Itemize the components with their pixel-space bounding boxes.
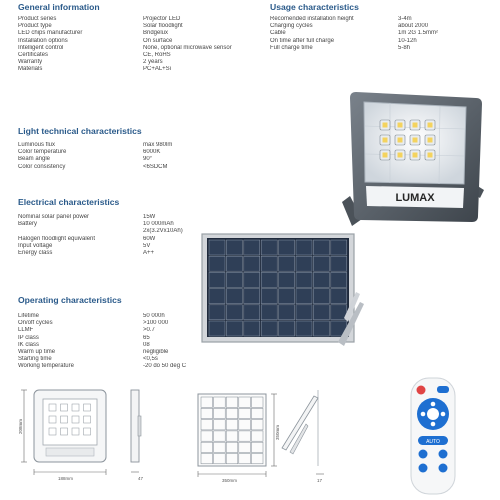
light-table bbox=[18, 142, 223, 171]
spec-value: 65 bbox=[143, 334, 150, 341]
spec-label: Input voltage bbox=[18, 242, 53, 249]
spec-value: Solar floodlight bbox=[143, 23, 183, 30]
remote-button bbox=[439, 450, 448, 459]
spec-value: 6000K bbox=[143, 149, 161, 156]
panel-cell bbox=[296, 305, 312, 320]
panel-cell bbox=[279, 289, 295, 304]
spec-label: Halogen floodlight equivalent bbox=[18, 235, 96, 242]
led-chip-core bbox=[428, 153, 433, 158]
spec-value: >0.7 bbox=[143, 327, 155, 334]
panel-cell bbox=[296, 321, 312, 336]
spec-value: On surface bbox=[143, 37, 173, 44]
table-row bbox=[18, 313, 213, 320]
panel-cell bbox=[279, 272, 295, 287]
spec-label: Cable bbox=[270, 30, 286, 37]
spec-value: None, optional microwave sensor bbox=[143, 44, 232, 51]
spec-label: Certificates bbox=[18, 51, 49, 58]
table-row bbox=[270, 23, 488, 30]
led-chip-core bbox=[428, 138, 433, 143]
table-row bbox=[18, 236, 203, 243]
dim-lamp-height: 208mm bbox=[18, 418, 23, 434]
led-chip-core bbox=[383, 153, 388, 158]
spec-value: 10 000mAh bbox=[143, 221, 174, 228]
spec-value: 2x(3.2Vx10Ah) bbox=[143, 228, 183, 235]
light-title: Light technical characteristics bbox=[18, 126, 142, 136]
spec-label: Luminous flux bbox=[18, 142, 56, 148]
spec-label: On/off cycles bbox=[18, 320, 53, 327]
panel-cell bbox=[261, 272, 277, 287]
panel-cell bbox=[209, 240, 225, 255]
panel-cell bbox=[244, 289, 260, 304]
panel-cell bbox=[296, 240, 312, 255]
dim-lamp-width: 188mm bbox=[58, 476, 74, 481]
panel-cell bbox=[226, 289, 242, 304]
led-chip-core bbox=[383, 138, 388, 143]
spec-label: IK class bbox=[18, 341, 40, 348]
table-row bbox=[270, 45, 488, 52]
table-row bbox=[18, 243, 203, 250]
spec-label: Color temperature bbox=[18, 149, 67, 156]
panel-cell bbox=[226, 321, 242, 336]
dim-panel-depth: 17 bbox=[317, 478, 323, 483]
spec-label: Working temperature bbox=[18, 363, 74, 370]
panel-cell bbox=[279, 321, 295, 336]
panel-cell bbox=[313, 256, 329, 271]
spec-value: 5V bbox=[143, 242, 151, 249]
remote-button bbox=[419, 464, 428, 473]
spec-label: Warranty bbox=[18, 59, 43, 66]
electrical-title: Electrical characteristics bbox=[18, 197, 120, 207]
led-chip-core bbox=[413, 138, 418, 143]
table-row bbox=[18, 349, 213, 356]
table-row bbox=[18, 250, 203, 257]
panel-cell bbox=[261, 240, 277, 255]
led-chip-core bbox=[413, 123, 418, 128]
panel-cell bbox=[209, 305, 225, 320]
led-chip-core bbox=[428, 123, 433, 128]
spec-value: 5-8h bbox=[398, 44, 411, 51]
spec-label: Recomended installation height bbox=[270, 16, 354, 22]
spec-label: Starting time bbox=[18, 356, 52, 363]
table-row bbox=[18, 164, 223, 171]
panel-cell bbox=[331, 240, 347, 255]
power-button-icon bbox=[417, 386, 426, 395]
spec-label: Full charge time bbox=[270, 44, 313, 51]
table-row bbox=[18, 228, 203, 235]
panel-cell bbox=[331, 289, 347, 304]
panel-cell bbox=[244, 321, 260, 336]
led-chip-core bbox=[383, 123, 388, 128]
spec-label: Energy class bbox=[18, 249, 53, 256]
spec-value: 08 bbox=[143, 341, 150, 348]
usage-table bbox=[270, 16, 488, 52]
table-row bbox=[18, 221, 203, 228]
panel-cell bbox=[244, 256, 260, 271]
dim-panel-width: 350mm bbox=[222, 478, 238, 483]
panel-cell bbox=[279, 240, 295, 255]
spec-value: 3-4m bbox=[398, 16, 412, 22]
panel-front-drawing bbox=[186, 390, 286, 490]
spec-label: Nominal solar panel power bbox=[18, 214, 90, 220]
spec-value: max 980lm bbox=[143, 142, 173, 148]
spec-value: 15W bbox=[143, 214, 156, 220]
spec-value: >100 000 bbox=[143, 320, 169, 327]
table-row bbox=[18, 363, 213, 370]
panel-cell bbox=[244, 240, 260, 255]
panel-cell bbox=[296, 272, 312, 287]
panel-cell bbox=[209, 289, 225, 304]
table-row bbox=[270, 16, 488, 23]
table-row bbox=[18, 52, 263, 59]
spec-label: IP class bbox=[18, 334, 39, 341]
panel-cell bbox=[209, 256, 225, 271]
panel-cell bbox=[261, 321, 277, 336]
led-chip-core bbox=[398, 123, 403, 128]
panel-cell bbox=[313, 240, 329, 255]
spec-label: Installation options bbox=[18, 37, 68, 44]
table-row bbox=[270, 38, 488, 45]
spec-value: <6SDCM bbox=[143, 163, 168, 170]
electrical-table bbox=[18, 214, 203, 257]
spec-value: 1m 2G 1.5mm² bbox=[398, 30, 439, 37]
panel-cell bbox=[261, 289, 277, 304]
general-table bbox=[18, 16, 263, 74]
table-row bbox=[18, 156, 223, 163]
spec-value: 10-12h bbox=[398, 37, 417, 44]
table-row bbox=[18, 342, 213, 349]
spec-label: Intelligent control bbox=[18, 44, 64, 51]
remote-control-image bbox=[405, 374, 461, 498]
lamp-side-drawing bbox=[126, 386, 148, 486]
spec-label: Battery bbox=[18, 221, 38, 228]
panel-cell bbox=[226, 240, 242, 255]
table-row bbox=[18, 320, 213, 327]
table-row bbox=[18, 30, 263, 37]
table-row bbox=[18, 59, 263, 66]
spec-label: Charging cycles bbox=[270, 23, 313, 30]
panel-cell bbox=[331, 256, 347, 271]
panel-cell bbox=[261, 256, 277, 271]
brand-logo: LUMAX bbox=[395, 192, 435, 204]
panel-cell bbox=[244, 305, 260, 320]
spec-value: Projector LED bbox=[143, 16, 181, 22]
panel-cell bbox=[296, 289, 312, 304]
auto-button-label: AUTO bbox=[426, 439, 440, 445]
spec-label: Beam angle bbox=[18, 156, 51, 163]
spec-value: PC+AL+Si bbox=[143, 66, 172, 73]
spec-value: negligible bbox=[143, 348, 169, 355]
remote-button bbox=[419, 450, 428, 459]
table-row bbox=[270, 30, 488, 37]
table-row bbox=[18, 214, 203, 221]
panel-cell bbox=[313, 321, 329, 336]
spec-label: Product series bbox=[18, 16, 57, 22]
dim-panel-height: 350mm bbox=[275, 424, 280, 440]
spec-label: Product type bbox=[18, 23, 52, 30]
spec-label: Lifetime bbox=[18, 313, 40, 319]
panel-cell bbox=[313, 272, 329, 287]
led-chip-core bbox=[413, 153, 418, 158]
panel-cell bbox=[261, 305, 277, 320]
panel-cell bbox=[226, 256, 242, 271]
table-row bbox=[18, 327, 213, 334]
panel-cell bbox=[296, 256, 312, 271]
led-chip-core bbox=[398, 138, 403, 143]
spec-value: A++ bbox=[143, 249, 155, 256]
remote-button bbox=[439, 464, 448, 473]
table-row bbox=[18, 38, 263, 45]
spec-value: 60W bbox=[143, 235, 156, 242]
spec-label bbox=[18, 228, 143, 235]
spec-value: 90° bbox=[143, 156, 153, 163]
panel-cell bbox=[209, 272, 225, 287]
spec-label: Warm up time bbox=[18, 348, 56, 355]
table-row bbox=[18, 356, 213, 363]
led-chip-grid bbox=[374, 116, 444, 166]
spec-label: On time after full charge bbox=[270, 37, 335, 44]
spec-value: -20 do 50 deg C bbox=[143, 363, 187, 370]
table-row bbox=[18, 149, 223, 156]
spec-value: about 2000 bbox=[398, 23, 429, 30]
spec-value: <0,5s bbox=[143, 356, 158, 363]
table-row bbox=[18, 335, 213, 342]
panel-cell bbox=[279, 305, 295, 320]
table-row bbox=[18, 16, 263, 23]
spec-value: Bridgelux bbox=[143, 30, 169, 37]
solar-panel-image bbox=[198, 232, 368, 354]
panel-cell bbox=[226, 305, 242, 320]
panel-cell bbox=[244, 272, 260, 287]
spec-value: 2 years bbox=[143, 59, 163, 66]
panel-cell bbox=[279, 256, 295, 271]
table-row bbox=[18, 142, 223, 149]
spec-value: 50 000h bbox=[143, 313, 165, 319]
spec-value: CE, RoHS bbox=[143, 51, 171, 58]
dim-lamp-depth: 47 bbox=[138, 476, 144, 481]
table-row bbox=[18, 45, 263, 52]
led-chip-core bbox=[398, 153, 403, 158]
table-row bbox=[18, 23, 263, 30]
panel-cell bbox=[313, 289, 329, 304]
panel-cell bbox=[226, 272, 242, 287]
spec-label: Materials bbox=[18, 66, 43, 73]
panel-cell bbox=[331, 272, 347, 287]
usage-title: Usage characteristics bbox=[270, 2, 359, 12]
panel-side-drawing bbox=[280, 386, 332, 490]
general-title: General information bbox=[18, 2, 100, 12]
lamp-front-drawing bbox=[16, 384, 126, 498]
remote-button bbox=[437, 386, 449, 393]
spec-label: Color consistency bbox=[18, 163, 66, 170]
operating-table bbox=[18, 313, 213, 371]
operating-title: Operating characteristics bbox=[18, 295, 122, 305]
spec-label: LLMF bbox=[18, 327, 34, 334]
spec-label: LED chips manufacturer bbox=[18, 30, 83, 37]
table-row bbox=[18, 66, 263, 73]
panel-cell bbox=[313, 305, 329, 320]
panel-cell bbox=[209, 321, 225, 336]
